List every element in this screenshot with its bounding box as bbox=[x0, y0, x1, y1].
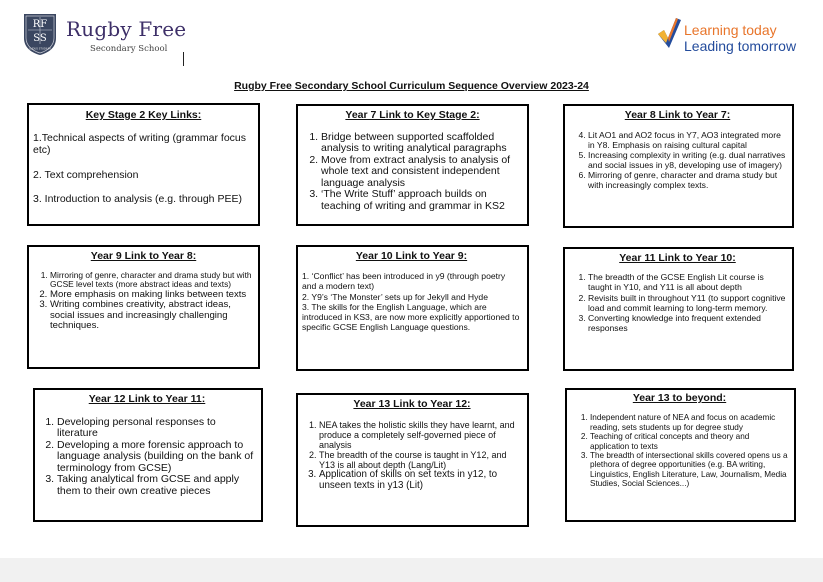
document-title: Rugby Free Secondary School Curriculum Sequence Overview 2023-24 bbox=[234, 80, 589, 92]
box-y12-item: 1. Developing personal responses to literature bbox=[57, 417, 255, 440]
box-y10-item: 2. Y9’s ‘The Monster’ sets up for Jekyll and Hyde bbox=[302, 291, 488, 302]
box-y8-item: 6. Mirroring of genre, character and drama study but with increasingly complex texts. bbox=[588, 170, 786, 190]
box-y10 bbox=[296, 245, 529, 371]
box-y9-title: Year 9 Link to Year 8: bbox=[90, 250, 197, 262]
box-y12-item: 2. Developing a more forensic approach to language analysis (building on the bank of terminology from GCSE) bbox=[57, 440, 255, 475]
box-beyond-item: 2. Teaching of critical concepts and theory and application to texts bbox=[590, 432, 788, 451]
box-y7-item: 2. Move from extract analysis to analysis of whole text and consistent independent language analysis bbox=[321, 155, 521, 190]
crest-letters-top: RF bbox=[32, 19, 48, 30]
tick-logo-icon bbox=[656, 16, 682, 50]
crest-letters-bottom: SS bbox=[33, 33, 47, 44]
box-y13-item: 3. Application of skills on set texts in y12, to unseen texts in y13 (Lit) bbox=[319, 470, 521, 492]
box-y11 bbox=[563, 247, 794, 371]
box-y7-item: 3. ‘The Write Stuff’ approach builds on teaching of writing and grammar in KS2 bbox=[321, 189, 521, 212]
box-y7-title: Year 7 Link to Key Stage 2: bbox=[345, 109, 480, 121]
box-ks2 bbox=[27, 103, 260, 226]
school-crest-logo bbox=[22, 12, 58, 56]
box-y12 bbox=[33, 388, 263, 522]
box-y12-title: Year 12 Link to Year 11: bbox=[88, 393, 206, 405]
box-y13 bbox=[296, 393, 529, 527]
box-y9 bbox=[27, 245, 260, 369]
text-cursor bbox=[183, 52, 184, 66]
box-y8-item: 4. Lit AO1 and AO2 focus in Y7, AO3 integrated more in Y8. Emphasis on raising cultural capital bbox=[588, 130, 786, 150]
box-ks2-item: 2. Text comprehension bbox=[33, 168, 139, 181]
box-ks2-item: 3. Introduction to analysis (e.g. through PEE) bbox=[33, 193, 242, 205]
box-y9-item: 3. Writing combines creativity, abstract ideas, social issues and increasingly challenging techniques. bbox=[50, 300, 254, 332]
box-y8 bbox=[563, 104, 794, 228]
box-ks2-item: 1.Technical aspects of writing (grammar focus etc) bbox=[33, 131, 246, 156]
box-y8-item: 5. Increasing complexity in writing (e.g. dual narratives and social issues in y8, developing use of imagery) bbox=[588, 150, 786, 170]
box-y7-item: 1. Bridge between supported scaffolded analysis to writing analytical paragraphs bbox=[321, 132, 521, 155]
box-y11-item: 1. The breadth of the GCSE English Lit course is taught in Y10, and Y11 is all about depth bbox=[588, 272, 786, 292]
box-y9-item: 1. Mirroring of genre, character and drama study but with GCSE level texts (more abstract ideas and texts) bbox=[50, 271, 254, 290]
box-beyond bbox=[565, 388, 796, 522]
box-beyond-item: 1. Independent nature of NEA and focus on academic reading, sets students up for degree study bbox=[590, 413, 788, 432]
slogan-line-2: Leading tomorrow bbox=[684, 38, 797, 54]
box-y13-item: 1. NEA takes the holistic skills they have learnt, and produce a completely self-governed piece of analysis bbox=[319, 420, 521, 450]
box-y11-item: 3. Converting knowledge into frequent extended responses bbox=[588, 313, 786, 333]
box-y8-title: Year 8 Link to Year 7: bbox=[624, 109, 731, 121]
school-subtitle: Secondary School bbox=[90, 44, 168, 54]
box-y12-item: 3. Taking analytical from GCSE and apply them to their own creative pieces bbox=[57, 474, 255, 497]
box-y11-title: Year 11 Link to Year 10: bbox=[619, 252, 736, 264]
box-y13-item: 2. The breadth of the course is taught in Y12, and Y13 is all about depth (Lang/Lit) bbox=[319, 450, 521, 470]
box-y11-item: 2. Revisits built in throughout Y11 (to support cognitive load and commit learning to long-term memory. bbox=[588, 293, 786, 313]
box-y7 bbox=[296, 104, 529, 226]
box-y10-item: 1. ‘Conflict’ has been introduced in y9 (through poetry and a modern text) bbox=[302, 271, 506, 292]
box-y10-title: Year 10 Link to Year 9: bbox=[355, 250, 468, 262]
crest-motto: LUDUS STUDIUM bbox=[29, 47, 51, 51]
slogan-line-1: Learning today bbox=[684, 22, 777, 38]
box-beyond-title: Year 13 to beyond: bbox=[632, 392, 727, 404]
box-y9-item: 2. More emphasis on making links between texts bbox=[50, 290, 254, 301]
box-y10-item: 3. The skills for the English Language, which are introduced in KS3, are now more explicitly apportioned to specific GCSE English Language questions. bbox=[302, 301, 520, 333]
box-ks2-title: Key Stage 2 Key Links: bbox=[85, 109, 202, 121]
box-y13-title: Year 13 Link to Year 12: bbox=[353, 398, 471, 410]
school-name: Rugby Free bbox=[66, 17, 187, 41]
page-bottom-margin bbox=[0, 558, 823, 582]
box-beyond-item: 3. The breadth of intersectional skills covered opens us a plethora of degree opportunities (e.g. BA writing, Linguistics, English Literature, Law, Journalism, Media Studies, Social Sciences...) bbox=[590, 451, 788, 489]
